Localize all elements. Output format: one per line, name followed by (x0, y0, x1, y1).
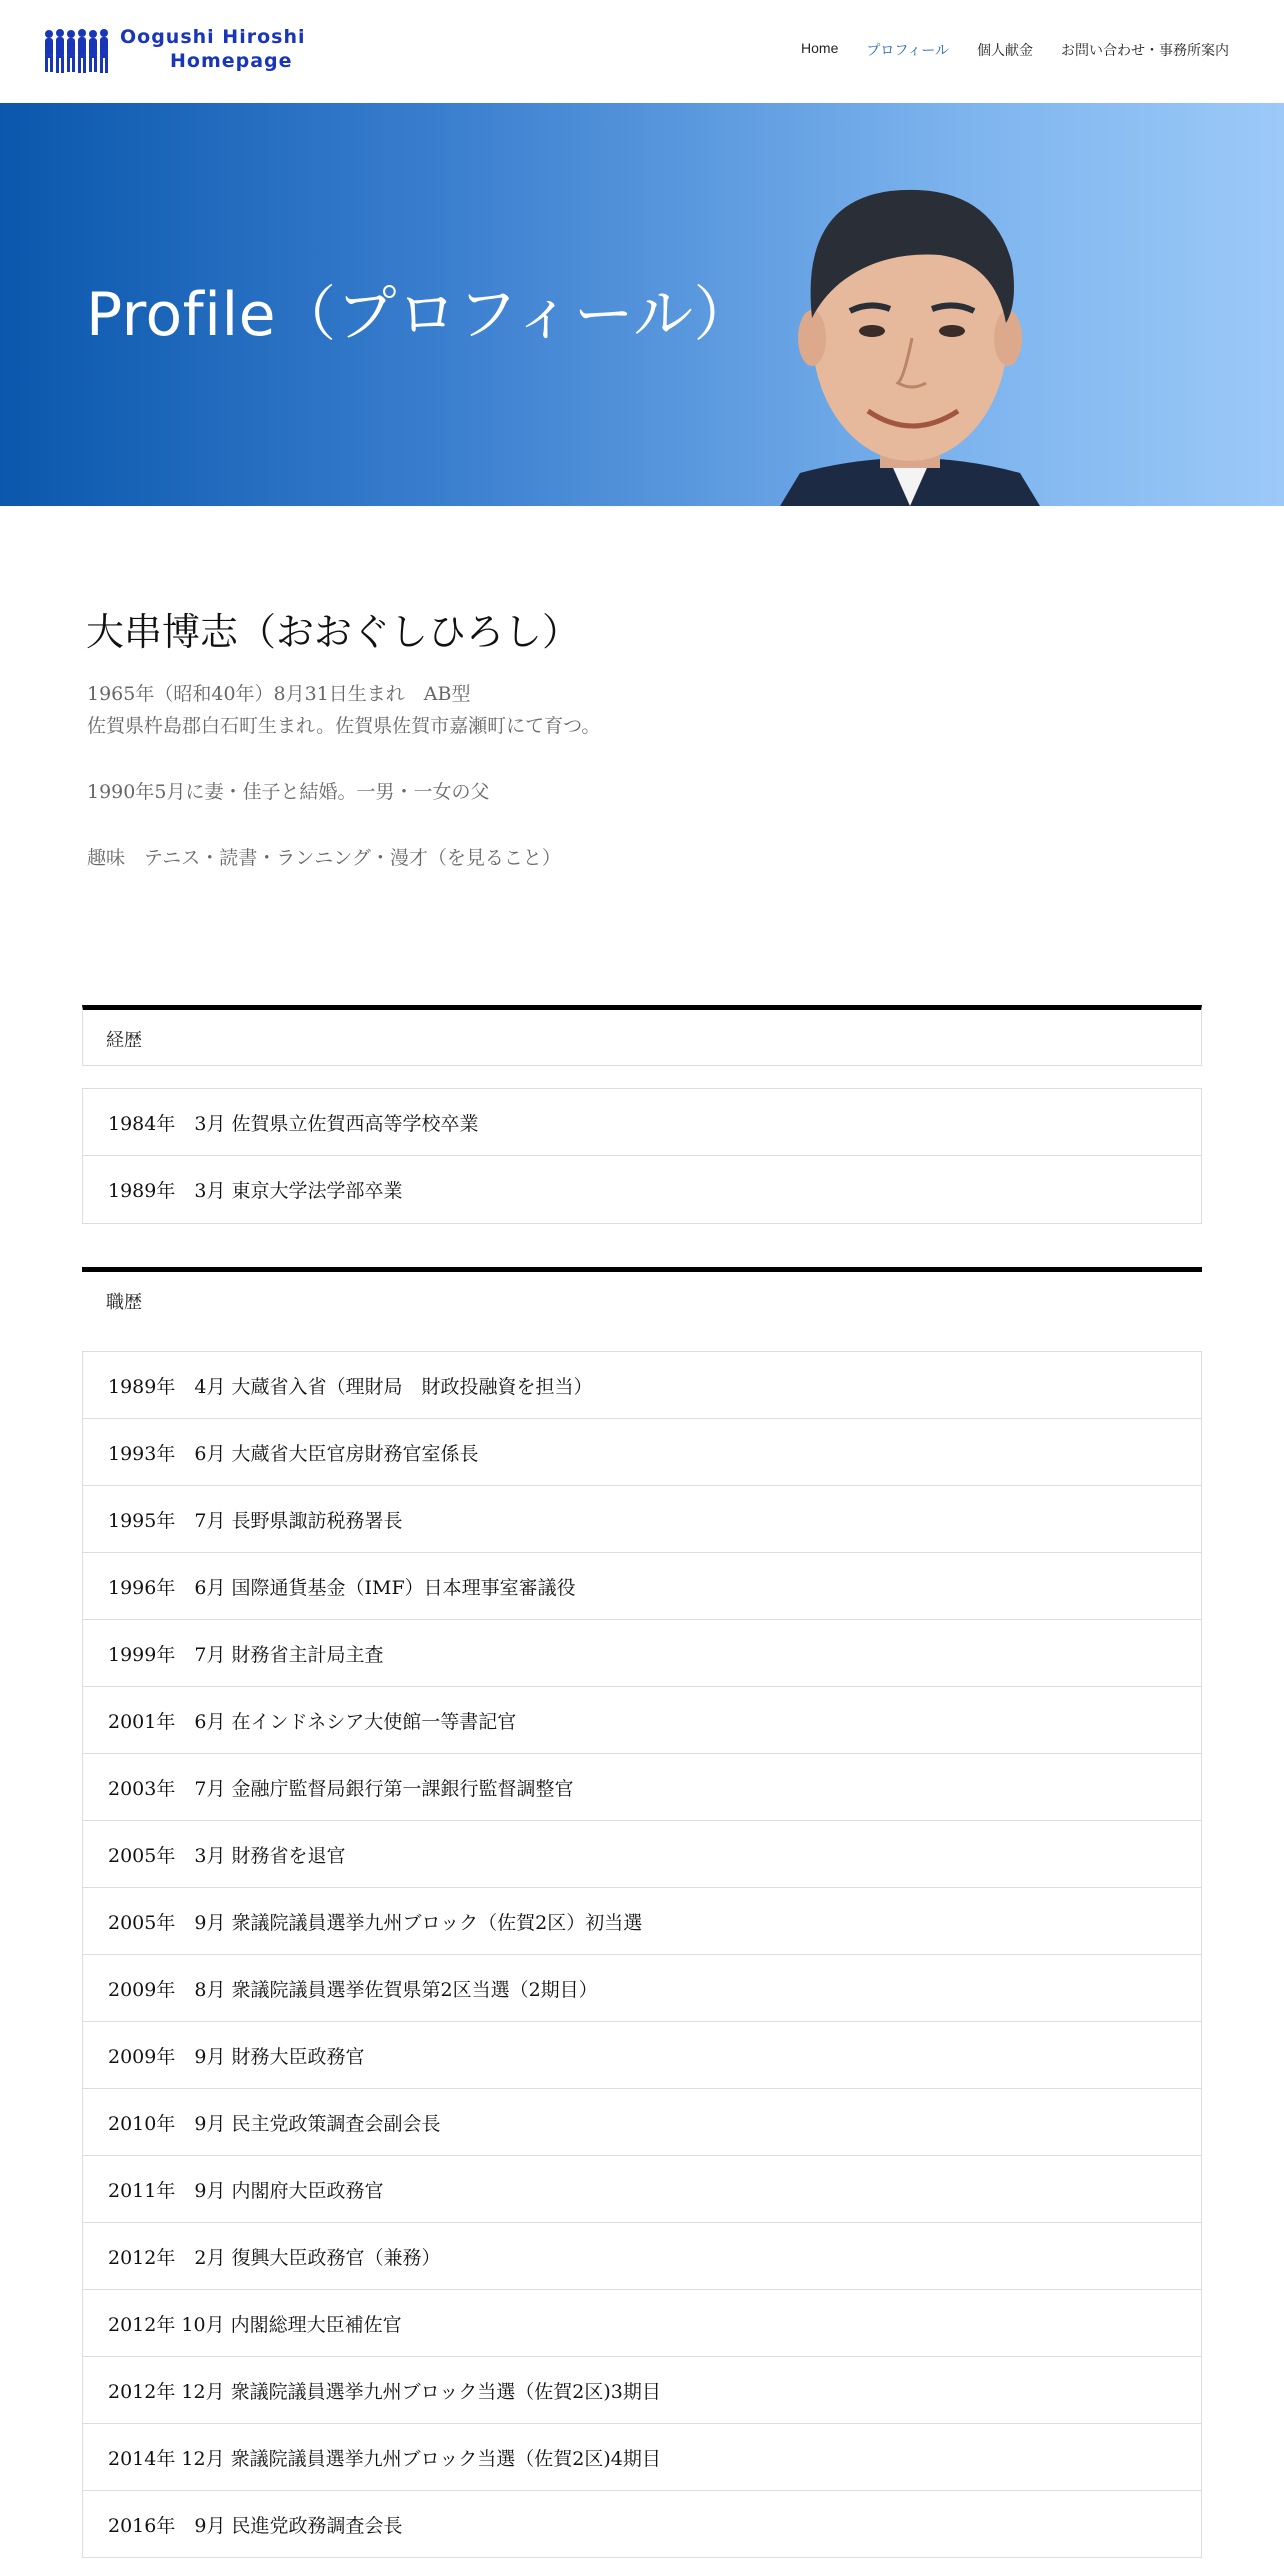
career-row: 1993年 6月 大蔵省大臣官房財務官室係長 (83, 1419, 1201, 1486)
career-row: 2012年 2月 復興大臣政務官（兼務） (83, 2223, 1201, 2290)
career-row: 2012年 12月 衆議院議員選挙九州ブロック当選（佐賀2区)3期目 (83, 2357, 1201, 2424)
page-title: Profile（プロフィール） (86, 280, 755, 350)
nav-profile[interactable]: プロフィール (866, 42, 949, 58)
career-row: 2010年 9月 民主党政策調査会副会長 (83, 2089, 1201, 2156)
site-logo[interactable] (42, 24, 306, 78)
portrait-photo (740, 143, 1080, 506)
career-row: 1999年 7月 財務省主計局主査 (83, 1620, 1201, 1687)
nav-home[interactable]: Home (801, 40, 839, 56)
career-row: 2011年 9月 内閣府大臣政務官 (83, 2156, 1201, 2223)
career-list (82, 1351, 1202, 2558)
career-row: 2001年 6月 在インドネシア大使館一等書記官 (83, 1687, 1201, 1754)
logo-text-homepage: Homepage (170, 50, 293, 72)
profile-birth: 1965年（昭和40年）8月31日生まれ AB型 (87, 683, 471, 705)
career-row: 2005年 3月 財務省を退官 (83, 1821, 1201, 1888)
career-row: 1996年 6月 国際通貨基金（IMF）日本理事室審議役 (83, 1553, 1201, 1620)
education-heading-box (82, 1005, 1202, 1066)
career-heading: 職歴 (106, 1292, 142, 1313)
education-heading: 経歴 (106, 1030, 142, 1051)
site-header (0, 0, 1284, 103)
career-heading-box (82, 1267, 1202, 1328)
main-nav (801, 40, 1229, 60)
profile-name: 大串博志（おおぐしひろし） (86, 610, 581, 654)
career-row: 2009年 8月 衆議院議員選挙佐賀県第2区当選（2期目） (83, 1955, 1201, 2022)
career-row: 1989年 4月 大蔵省入省（理財局 財政投融資を担当） (83, 1352, 1201, 1419)
hero-banner (0, 103, 1284, 506)
profile-origin: 佐賀県杵島郡白石町生まれ。佐賀県佐賀市嘉瀬町にて育つ。 (87, 715, 601, 737)
nav-donation[interactable]: 個人献金 (977, 42, 1033, 58)
career-row: 2003年 7月 金融庁監督局銀行第一課銀行監督調整官 (83, 1754, 1201, 1821)
career-row: 2016年 9月 民進党政務調査会長 (83, 2491, 1201, 2558)
career-row: 2005年 9月 衆議院議員選挙九州ブロック（佐賀2区）初当選 (83, 1888, 1201, 1955)
profile-family: 1990年5月に妻・佳子と結婚。一男・一女の父 (87, 781, 490, 803)
logo-text-name: Oogushi Hiroshi (120, 26, 306, 48)
education-list (82, 1088, 1202, 1224)
nav-contact[interactable]: お問い合わせ・事務所案内 (1061, 42, 1229, 58)
career-row: 2012年 10月 内閣総理大臣補佐官 (83, 2290, 1201, 2357)
career-row: 2014年 12月 衆議院議員選挙九州ブロック当選（佐賀2区)4期目 (83, 2424, 1201, 2491)
career-row: 1995年 7月 長野県諏訪税務署長 (83, 1486, 1201, 1553)
logo-people-icon (42, 28, 116, 74)
career-row: 2009年 9月 財務大臣政務官 (83, 2022, 1201, 2089)
education-row: 1989年 3月 東京大学法学部卒業 (108, 1180, 403, 1202)
profile-hobby: 趣味 テニス・読書・ランニング・漫才（を見ること） (87, 847, 561, 869)
education-row: 1984年 3月 佐賀県立佐賀西高等学校卒業 (83, 1089, 1201, 1156)
